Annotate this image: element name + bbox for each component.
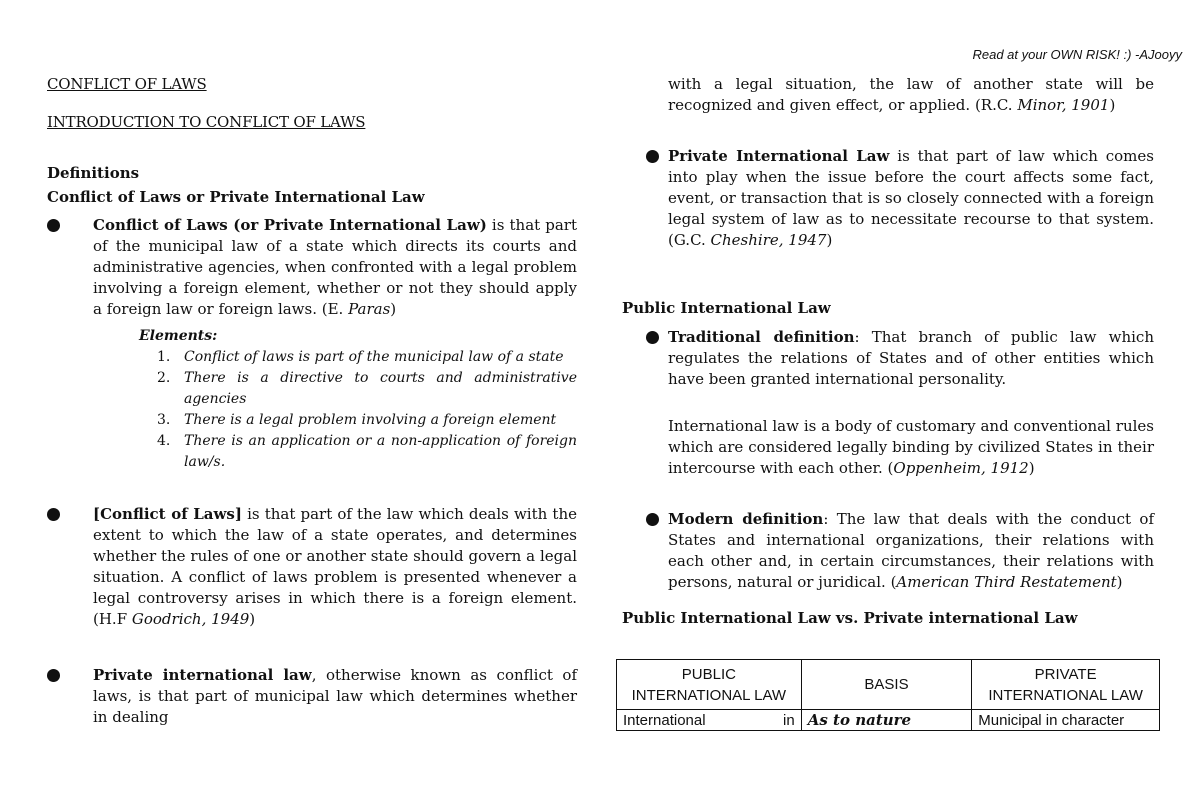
bullet-text: [Conflict of Laws] is that part of the law which deals with the extent to which the law of a state operates, and determines whether the rules of one or another state should govern a legal situation. A conflict of laws problem is presented whenever a legal controversy arises in which there is a foreign element. (H.F Goodrich, 1949) (93, 505, 577, 628)
bullet-text: Conflict of Laws (or Private International Law) is that part of the municipal law of a state which directs its courts and administrative agencies, when confronted with a legal problem involving a foreign element, whether or not they should apply a foreign law or foreign laws. (E. Paras) (93, 216, 578, 318)
comparison-heading: Public International Law vs. Private international Law (622, 609, 1078, 627)
bullet-text: Private International Law is that part of law which comes into play when the issue before the court affects some fact, event, or transaction that is so closely connected with a foreign legal system of law as to necessitate recourse to that system. (G.C. Cheshire, 1947) (668, 147, 1154, 249)
header-private-intl-law: PRIVATE INTERNATIONAL LAW (972, 660, 1160, 710)
table-cell-private: Municipal in character (972, 710, 1160, 731)
definitions-heading: Definitions (47, 164, 140, 182)
elements-label: Elements: (139, 328, 218, 344)
comparison-table (616, 659, 1160, 731)
public-intl-heading: Public International Law (622, 299, 831, 317)
traditional-definition-bullet (622, 327, 1154, 390)
table-row (617, 710, 1160, 731)
bullet-text: Modern definition: The law that deals with the conduct of States and international organizations, their relations with each other and, in certain circumstances, their relations with persons, natural or juridical. (American Third Restatement) (668, 510, 1154, 591)
definition-bullet-paras (47, 215, 577, 320)
header-note: Read at your OWN RISK! :) -AJooyy (972, 47, 1182, 62)
document-subtitle: INTRODUCTION TO CONFLICT OF LAWS (47, 113, 366, 131)
table-cell-public: International in (617, 710, 802, 731)
international-law-paragraph: International law is a body of customary and conventional rules which are considered legally binding by civilized States in their intercourse with each other. (Oppenheim, 1912) (668, 417, 1154, 477)
modern-definition-bullet (622, 509, 1154, 593)
table-header-row (617, 660, 1160, 710)
list-item: 4. There is an application or a non-application of foreign law/s. (157, 433, 577, 470)
list-item: 1. Conflict of laws is part of the municipal law of a state (157, 349, 564, 365)
header-basis: BASIS (801, 660, 972, 710)
definition-bullet-private-intl (47, 665, 577, 728)
list-item: 2. There is a directive to courts and administrative agencies (157, 370, 577, 407)
definition-bullet-cheshire (622, 146, 1154, 251)
bullet-icon (47, 508, 60, 521)
document-title: CONFLICT OF LAWS (47, 75, 207, 93)
continuation-text: with a legal situation, the law of another state will be recognized and given effect, or applied. (R.C. Minor, 1901) (668, 75, 1154, 114)
bullet-text: Private international law, otherwise known as conflict of laws, is that part of municipal law which determines whether in dealing (93, 666, 577, 726)
bullet-text: Traditional definition: That branch of public law which regulates the relations of States and of other entities which have been granted international personality. (668, 328, 1154, 388)
header-public-intl-law: PUBLIC INTERNATIONAL LAW (617, 660, 802, 710)
bullet-icon (646, 331, 659, 344)
bullet-icon (646, 513, 659, 526)
table-cell-basis: As to nature (801, 710, 972, 731)
bullet-icon (47, 669, 60, 682)
list-item: 3. There is a legal problem involving a foreign element (157, 412, 557, 428)
bullet-icon (646, 150, 659, 163)
definition-bullet-goodrich (47, 504, 577, 630)
bullet-icon (47, 219, 60, 232)
elements-list (157, 347, 577, 473)
section-heading: Conflict of Laws or Private International Law (47, 188, 425, 206)
